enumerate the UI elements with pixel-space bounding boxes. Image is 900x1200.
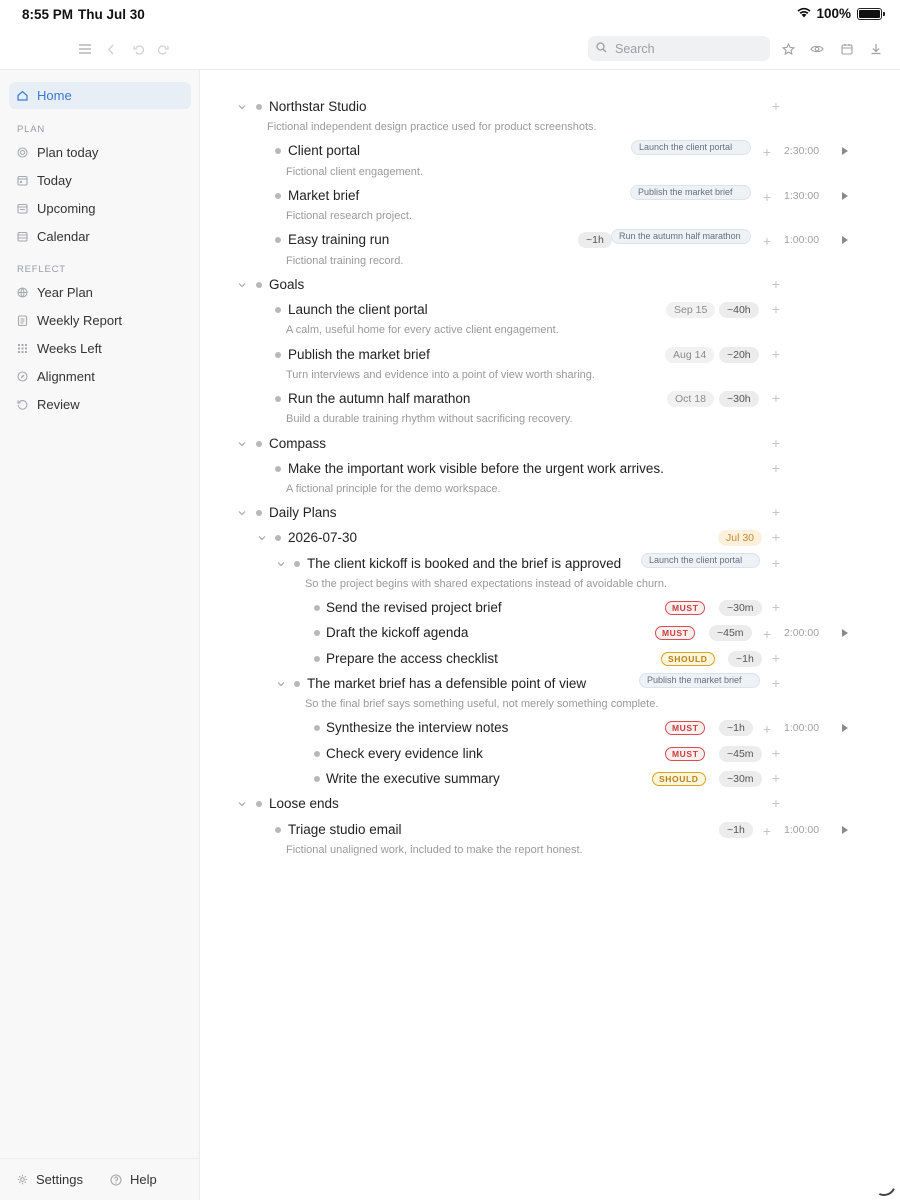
estimate-chip[interactable]: ~1h	[578, 232, 612, 248]
goal-chip[interactable]: Launch the client portal	[641, 553, 760, 568]
estimate-chip[interactable]: ~45m	[709, 625, 752, 641]
add-button[interactable]: +	[771, 301, 781, 317]
row-title: Synthesize the interview notes	[326, 720, 509, 735]
outline-row-easy-training-run[interactable]	[201, 229, 900, 251]
row-description: Fictional independent design practice used for product screenshots.	[267, 121, 597, 133]
outline-row-task[interactable]	[201, 648, 900, 670]
outline-row-northstar[interactable]	[201, 96, 900, 118]
add-button[interactable]: +	[771, 390, 781, 406]
sidebar-item-weekly-report[interactable]	[9, 307, 191, 334]
menu-icon[interactable]	[75, 39, 95, 59]
add-button[interactable]: +	[771, 745, 781, 761]
section-label-plan: PLAN	[17, 124, 46, 135]
section-label-reflect: REFLECT	[17, 264, 66, 275]
history-icon	[17, 399, 28, 410]
add-button[interactable]: +	[771, 770, 781, 786]
play-icon[interactable]	[842, 192, 848, 200]
chevron-down-icon[interactable]	[237, 280, 247, 290]
priority-badge[interactable]: MUST	[665, 721, 705, 735]
priority-badge[interactable]: SHOULD	[661, 652, 715, 666]
sidebar-item-label: Alignment	[37, 369, 95, 384]
bullet-dot	[256, 801, 262, 807]
due-date-chip[interactable]: Sep 15	[666, 302, 715, 318]
row-title: Compass	[269, 436, 327, 451]
bullet-dot	[256, 441, 262, 447]
bullet-dot	[275, 148, 281, 154]
timer-value: 1:00:00	[784, 722, 820, 734]
bullet-dot	[275, 396, 281, 402]
row-title: Draft the kickoff agenda	[326, 625, 469, 640]
goal-chip[interactable]: Launch the client portal	[631, 140, 751, 155]
bullet-dot	[314, 656, 320, 662]
sidebar-item-alignment[interactable]	[9, 363, 191, 390]
target-icon	[17, 147, 28, 158]
wifi-icon	[796, 6, 812, 21]
row-title: Market brief	[288, 188, 360, 203]
sidebar-item-upcoming[interactable]	[9, 195, 191, 222]
add-button[interactable]: +	[771, 795, 781, 811]
settings-button[interactable]	[17, 1172, 83, 1187]
back-icon[interactable]	[101, 39, 121, 59]
bullet-dot	[256, 104, 262, 110]
estimate-chip[interactable]: ~30h	[719, 391, 759, 407]
row-description: Fictional research project.	[286, 210, 412, 222]
chevron-down-icon[interactable]	[257, 533, 267, 543]
row-title: The market brief has a defensible point of view	[307, 676, 587, 691]
goal-chip[interactable]: Publish the market brief	[639, 673, 760, 688]
bullet-dot	[275, 535, 281, 541]
estimate-chip[interactable]: ~30m	[719, 771, 762, 787]
outline-row-day[interactable]	[201, 527, 900, 549]
outline-row-compass[interactable]	[201, 433, 900, 455]
search-input[interactable]	[615, 42, 755, 56]
outline-row-loose-ends[interactable]	[201, 793, 900, 815]
row-title: Run the autumn half marathon	[288, 391, 471, 406]
goal-chip[interactable]: Publish the market brief	[630, 185, 751, 200]
chevron-down-icon[interactable]	[237, 102, 247, 112]
row-title: Send the revised project brief	[326, 600, 502, 615]
add-button[interactable]: +	[771, 346, 781, 362]
add-button[interactable]: +	[771, 650, 781, 666]
timer-value: 1:00:00	[784, 234, 820, 246]
bullet-dot	[314, 605, 320, 611]
add-button[interactable]: +	[771, 98, 781, 114]
priority-badge[interactable]: SHOULD	[652, 772, 706, 786]
due-date-chip[interactable]: Oct 18	[667, 391, 714, 407]
eye-icon[interactable]	[807, 39, 827, 59]
chevron-down-icon[interactable]	[276, 679, 286, 689]
priority-badge[interactable]: MUST	[665, 601, 705, 615]
add-button[interactable]: +	[771, 276, 781, 292]
sidebar-footer	[0, 1158, 200, 1200]
sidebar-item-label: Calendar	[37, 229, 90, 244]
calendar-day-icon	[17, 175, 28, 186]
help-label: Help	[130, 1172, 157, 1187]
row-title: Launch the client portal	[288, 302, 428, 317]
bullet-dot	[275, 352, 281, 358]
row-title: Prepare the access checklist	[326, 651, 498, 666]
outline-row-goal-client-portal[interactable]	[201, 299, 900, 321]
add-button[interactable]: +	[762, 823, 772, 839]
star-icon[interactable]	[778, 39, 798, 59]
battery-percent: 100%	[816, 6, 851, 21]
row-title: Make the important work visible before the urgent work arrives.	[288, 461, 664, 476]
row-title: Write the executive summary	[326, 771, 500, 786]
document-icon	[17, 315, 28, 326]
outline-row-market-brief[interactable]	[201, 185, 900, 207]
priority-badge[interactable]: MUST	[665, 747, 705, 761]
bullet-dot	[314, 751, 320, 757]
row-title: Client portal	[288, 143, 361, 158]
chevron-down-icon[interactable]	[237, 799, 247, 809]
sidebar-item-plan-today[interactable]	[9, 139, 191, 166]
outline-row-task[interactable]	[201, 717, 900, 739]
add-button[interactable]: +	[762, 189, 772, 205]
row-title: Publish the market brief	[288, 347, 430, 362]
add-button[interactable]: +	[771, 675, 781, 691]
row-description: Fictional training record.	[286, 255, 404, 267]
row-description: So the project begins with shared expectations instead of avoidable churn.	[305, 578, 668, 590]
play-icon[interactable]	[842, 147, 848, 155]
estimate-chip[interactable]: ~1h	[719, 720, 753, 736]
sidebar-item-review[interactable]	[9, 391, 191, 418]
toolbar	[0, 28, 900, 70]
undo-icon[interactable]	[128, 39, 148, 59]
outline-row-task[interactable]	[201, 743, 900, 765]
timer-value: 1:00:00	[784, 824, 820, 836]
bullet-dot	[294, 681, 300, 687]
chevron-down-icon[interactable]	[237, 508, 247, 518]
sidebar-item-calendar[interactable]	[9, 223, 191, 250]
outline-row-triage-email[interactable]	[201, 819, 900, 841]
status-time: 8:55 PM	[22, 7, 74, 22]
bullet-dot	[314, 725, 320, 731]
calendar-upcoming-icon	[17, 203, 28, 214]
search-icon	[596, 40, 607, 58]
outline-row-principle[interactable]	[201, 458, 900, 480]
row-title: Goals	[269, 277, 305, 292]
due-date-chip[interactable]: Aug 14	[665, 347, 714, 363]
chevron-down-icon[interactable]	[237, 439, 247, 449]
calendar-icon[interactable]	[837, 39, 857, 59]
add-button[interactable]: +	[762, 233, 772, 249]
row-description: Fictional client engagement.	[286, 166, 423, 178]
help-icon	[110, 1174, 122, 1186]
outline-row-goal-half-marathon[interactable]	[201, 388, 900, 410]
timer-value: 2:30:00	[784, 145, 820, 157]
row-title: Check every evidence link	[326, 746, 483, 761]
outline	[201, 70, 900, 1200]
home-icon	[17, 90, 28, 101]
row-title: Easy training run	[288, 232, 390, 247]
priority-badge[interactable]: MUST	[655, 626, 695, 640]
sidebar-item-label: Year Plan	[37, 285, 93, 300]
bullet-dot	[256, 282, 262, 288]
battery-icon	[857, 8, 882, 20]
row-description: Fictional unaligned work, included to make the report honest.	[286, 844, 583, 856]
outline-row-outcome-market-brief[interactable]	[201, 673, 900, 695]
sidebar-item-year-plan[interactable]	[9, 279, 191, 306]
play-icon[interactable]	[842, 724, 848, 732]
estimate-chip[interactable]: ~20h	[719, 347, 759, 363]
sidebar-item-label: Home	[37, 88, 72, 103]
bullet-dot	[256, 510, 262, 516]
bullet-dot	[275, 307, 281, 313]
sidebar-item-today[interactable]	[9, 167, 191, 194]
sidebar-item-weeks-left[interactable]	[9, 335, 191, 362]
play-icon[interactable]	[842, 629, 848, 637]
row-title: Loose ends	[269, 796, 339, 811]
estimate-chip[interactable]: ~1h	[719, 822, 753, 838]
add-button[interactable]: +	[762, 721, 772, 737]
row-description: A calm, useful home for every active client engagement.	[286, 324, 559, 336]
row-title: Northstar Studio	[269, 99, 367, 114]
add-button[interactable]: +	[762, 144, 772, 160]
globe-icon	[17, 287, 28, 298]
bullet-dot	[314, 776, 320, 782]
outline-row-outcome-kickoff[interactable]	[201, 553, 900, 575]
grid-icon	[17, 343, 28, 354]
outline-row-goals[interactable]	[201, 274, 900, 296]
bullet-dot	[275, 466, 281, 472]
gear-icon	[17, 1174, 28, 1185]
sidebar-item-home[interactable]	[9, 82, 191, 109]
sidebar-item-label: Plan today	[37, 145, 99, 160]
sidebar	[0, 70, 200, 1200]
sidebar-item-label: Weekly Report	[37, 313, 123, 328]
bullet-dot	[314, 630, 320, 636]
sidebar-item-label: Weeks Left	[37, 341, 102, 356]
outline-row-task[interactable]	[201, 768, 900, 790]
row-description: Build a durable training rhythm without sacrificing recovery.	[286, 413, 573, 425]
row-title: Daily Plans	[269, 505, 337, 520]
bullet-dot	[294, 561, 300, 567]
add-button[interactable]: +	[771, 529, 781, 545]
add-button[interactable]: +	[762, 626, 772, 642]
play-icon[interactable]	[842, 826, 848, 834]
sidebar-item-label: Today	[37, 173, 72, 188]
redo-icon[interactable]	[153, 39, 173, 59]
row-description: Turn interviews and evidence into a point of view worth sharing.	[286, 369, 595, 381]
date-chip[interactable]: Jul 30	[718, 530, 762, 546]
outline-row-task[interactable]	[201, 597, 900, 619]
status-right	[796, 6, 882, 21]
estimate-chip[interactable]: ~45m	[719, 746, 762, 762]
timer-value: 1:30:00	[784, 190, 820, 202]
settings-label: Settings	[36, 1172, 83, 1187]
sidebar-item-label: Review	[37, 397, 80, 412]
chevron-down-icon[interactable]	[276, 559, 286, 569]
add-button[interactable]: +	[771, 599, 781, 615]
row-title: Triage studio email	[288, 822, 402, 837]
row-description: A fictional principle for the demo workspace.	[286, 483, 501, 495]
add-button[interactable]: +	[771, 435, 781, 451]
timer-value: 2:00:00	[784, 627, 820, 639]
estimate-chip[interactable]: ~1h	[728, 651, 762, 667]
add-button[interactable]: +	[771, 460, 781, 476]
estimate-chip[interactable]: ~30m	[719, 600, 762, 616]
status-date: Thu Jul 30	[78, 7, 145, 22]
row-title: 2026-07-30	[288, 530, 358, 545]
outline-row-goal-market-brief[interactable]	[201, 344, 900, 366]
add-button[interactable]: +	[771, 555, 781, 571]
play-icon[interactable]	[842, 236, 848, 244]
calendar-icon	[17, 231, 28, 242]
bullet-dot	[275, 237, 281, 243]
outline-row-task[interactable]	[201, 622, 900, 644]
outline-row-client-portal[interactable]	[201, 140, 900, 162]
estimate-chip[interactable]: ~40h	[719, 302, 759, 318]
row-title: The client kickoff is booked and the brief is approved	[307, 556, 622, 571]
bullet-dot	[275, 193, 281, 199]
add-button[interactable]: +	[771, 504, 781, 520]
download-icon[interactable]	[866, 39, 886, 59]
sidebar-item-label: Upcoming	[37, 201, 96, 216]
status-bar	[0, 0, 900, 28]
search-box[interactable]	[588, 36, 770, 61]
row-description: So the final brief says something useful, not merely something complete.	[305, 698, 659, 710]
bullet-dot	[275, 827, 281, 833]
outline-row-daily-plans[interactable]	[201, 502, 900, 524]
help-button[interactable]	[110, 1172, 157, 1187]
compass-icon	[17, 371, 28, 382]
goal-chip[interactable]: Run the autumn half marathon	[611, 229, 751, 244]
